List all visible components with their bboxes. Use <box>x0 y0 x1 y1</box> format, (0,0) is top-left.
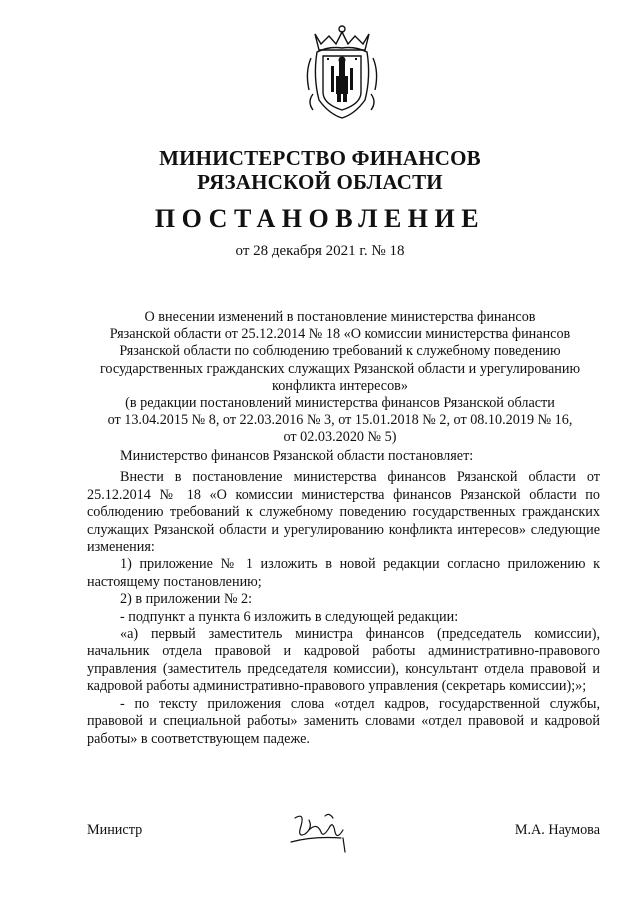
title-line: конфликта интересов» <box>272 377 408 394</box>
signature-block <box>87 822 600 862</box>
title-line: О внесении изменений в постановление министерства финансов <box>144 309 536 325</box>
title-line: Рязанской области по соблюдению требований к служебному поведению <box>119 343 561 360</box>
body-paragraph: 1) приложение № 1 изложить в новой редакции согласно приложению к настоящему постановлению; <box>87 556 600 590</box>
handwritten-signature <box>283 808 373 858</box>
signer-position: Министр <box>87 822 143 838</box>
title-line: Рязанской области от 25.12.2014 № 18 «О комиссии министерства финансов <box>109 326 571 343</box>
document-body <box>87 448 600 748</box>
body-paragraph: Внести в постановление министерства финансов Рязанской области от 25.12.2014 № 18 «О комиссии министерства финансов Рязанской области по соблюдению требований к служебному поведению государственных гражданских служащих Рязанской области и урегулированию конфликта интересов» следующие изменения: <box>87 469 600 556</box>
document-date-number: от 28 декабря 2021 г. № 18 <box>235 243 405 259</box>
signer-name: М.А. Наумова <box>514 822 600 838</box>
body-paragraph: - по тексту приложения слова «отдел кадров, государственной службы, правовой и специальной работы» заменить словами «отдел правовой и кадровой работы» в соответствующем падеже. <box>87 695 600 747</box>
body-paragraph: 2) в приложении № 2: <box>120 591 253 608</box>
document-title <box>80 309 600 447</box>
title-line: от 13.04.2015 № 8, от 22.03.2016 № 3, от 15.01.2018 № 2, от 08.10.2019 № 16, <box>107 412 573 429</box>
ministry-name-line2: РЯЗАНСКОЙ ОБЛАСТИ <box>197 170 443 194</box>
title-line: государственных гражданских служащих Рязанской области и урегулированию <box>99 360 581 377</box>
body-paragraph: Министерство финансов Рязанской области постановляет: <box>120 448 474 464</box>
document-type: ПОСТАНОВЛЕНИЕ <box>154 204 486 233</box>
title-line: от 02.03.2020 № 5) <box>283 429 397 446</box>
body-paragraph: «а) первый заместитель министра финансов (председатель комиссии), начальник отдела правовой и кадровой работы административно-правового управления (заместитель председателя комиссии), консультант отдела правовой и кадровой работы административно-правового управления (секретарь комиссии);»; <box>87 626 600 695</box>
title-line: (в редакции постановлений министерства финансов Рязанской области <box>125 395 555 412</box>
coat-of-arms-icon <box>303 22 381 122</box>
ministry-name-line1: МИНИСТЕРСТВО ФИНАНСОВ <box>159 146 481 170</box>
body-paragraph: - подпункт а пункта 6 изложить в следующей редакции: <box>120 608 459 625</box>
